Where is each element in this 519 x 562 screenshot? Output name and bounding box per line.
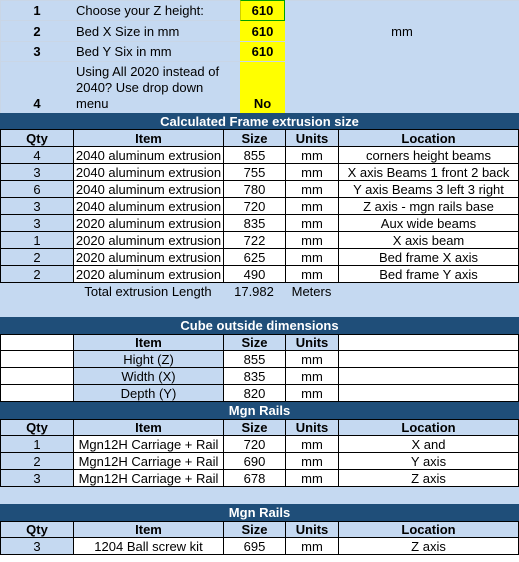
size-cell: 855 [223,147,285,164]
table-row [0,453,519,470]
size-cell: 625 [223,249,285,266]
item-header: Item [73,419,223,436]
units-cell: mm [285,470,338,487]
location-header: Location [338,419,519,436]
input-row-number: 2 [0,21,73,42]
z-height-input[interactable]: 610 [240,0,285,21]
total-spacer [338,283,519,300]
screw-table-title: Mgn Rails [0,504,519,521]
total-units: Meters [285,283,338,300]
empty-cell [338,385,519,402]
input-spacer [285,62,519,113]
input-row-3 [0,42,519,62]
size-cell: 678 [223,470,285,487]
table-row [0,198,519,215]
qty-cell: 1 [0,232,73,249]
table-row [0,232,519,249]
item-cell: 2040 aluminum extrusion [73,198,223,215]
units-cell: mm [285,266,338,283]
frame-table-title: Calculated Frame extrusion size [0,113,519,129]
gap-row [0,487,519,504]
item-cell: Mgn12H Carriage + Rail [73,436,223,453]
empty-cell [0,368,73,385]
item-cell: 2020 aluminum extrusion [73,266,223,283]
table-row [0,470,519,487]
size-cell: 695 [223,538,285,555]
bed-y-size-input[interactable]: 610 [240,42,285,62]
table-row [0,249,519,266]
empty-cell [0,351,73,368]
location-cell: X and [338,436,519,453]
frame-header-row [0,129,519,147]
cube-title-row [0,317,519,334]
total-spacer [0,283,73,300]
units-header: Units [285,521,338,538]
input-label-multiline [73,62,240,113]
qty-header: Qty [0,129,73,147]
location-cell: Bed frame X axis [338,249,519,266]
input-label-line: menu [76,95,109,111]
empty-cell [0,385,73,402]
location-header: Location [338,521,519,538]
size-cell: 835 [223,215,285,232]
units-cell: mm [285,436,338,453]
mgn-table-title: Mgn Rails [0,402,519,419]
size-cell: 722 [223,232,285,249]
cube-table-title: Cube outside dimensions [0,317,519,334]
item-header: Item [73,521,223,538]
location-cell: Bed frame Y axis [338,266,519,283]
units-cell: mm [285,453,338,470]
item-cell: Width (X) [73,368,223,385]
size-cell: 690 [223,453,285,470]
table-row [0,385,519,402]
units-header: Units [285,334,338,351]
table-row [0,266,519,283]
table-row [0,368,519,385]
qty-cell: 2 [0,266,73,283]
input-row-2 [0,21,519,42]
item-cell: 2020 aluminum extrusion [73,249,223,266]
table-row [0,147,519,164]
units-cell: mm [285,198,338,215]
size-cell: 820 [223,385,285,402]
cube-header-row [0,334,519,351]
qty-cell: 3 [0,215,73,232]
item-cell: Hight (Z) [73,351,223,368]
table-row [0,351,519,368]
item-header: Item [73,129,223,147]
qty-cell: 1 [0,436,73,453]
size-cell: 835 [223,368,285,385]
qty-cell: 4 [0,147,73,164]
empty-cell [338,351,519,368]
item-cell: Depth (Y) [73,385,223,402]
table-row [0,436,519,453]
input-spacer [285,42,519,62]
item-cell: Mgn12H Carriage + Rail [73,453,223,470]
units-cell: mm [285,215,338,232]
location-cell: Y axis [338,453,519,470]
qty-cell: 3 [0,198,73,215]
input-label: Bed Y Six in mm [73,42,240,62]
screw-header-row [0,521,519,538]
size-cell: 490 [223,266,285,283]
qty-header: Qty [0,419,73,436]
table-row [0,181,519,198]
item-cell: 2040 aluminum extrusion [73,181,223,198]
gap-row-fill [0,487,519,504]
qty-cell: 3 [0,470,73,487]
table-row [0,215,519,232]
units-cell: mm [285,164,338,181]
input-row-number: 1 [0,0,73,21]
input-label: Bed X Size in mm [73,21,240,42]
qty-header: Qty [0,521,73,538]
input-row-4 [0,62,519,113]
input-label-line: Using All 2020 instead of [76,63,220,79]
empty-cell [338,334,519,351]
empty-cell [0,334,73,351]
item-cell: 2040 aluminum extrusion [73,164,223,181]
item-cell: 2020 aluminum extrusion [73,232,223,249]
gap-row [0,300,519,317]
size-header: Size [223,334,285,351]
units-cell: mm [285,249,338,266]
qty-cell: 3 [0,164,73,181]
table-row [0,164,519,181]
qty-cell: 6 [0,181,73,198]
table-row [0,538,519,555]
input-label: Choose your Z height: [73,0,240,21]
units-cell: mm [285,181,338,198]
item-cell: 1204 Ball screw kit [73,538,223,555]
size-cell: 720 [223,436,285,453]
location-cell: Z axis [338,538,519,555]
empty-cell [338,368,519,385]
mgn-title-row [0,402,519,419]
total-label: Total extrusion Length [73,283,223,300]
units-header: Units [285,419,338,436]
frame-title-row [0,113,519,129]
location-cell: Z axis - mgn rails base [338,198,519,215]
input-row-number: 3 [0,42,73,62]
size-cell: 780 [223,181,285,198]
all-2020-dropdown[interactable]: No [240,62,285,113]
input-label-line: 2040? Use drop down [76,79,204,95]
location-cell: X axis beam [338,232,519,249]
qty-cell: 3 [0,538,73,555]
item-cell: 2020 aluminum extrusion [73,215,223,232]
input-spacer [285,0,519,21]
location-cell: Z axis [338,470,519,487]
input-row-1 [0,0,519,21]
qty-cell: 2 [0,249,73,266]
gap-row-fill [0,300,519,317]
screw-title-row [0,504,519,521]
size-header: Size [223,129,285,147]
item-header: Item [73,334,223,351]
mgn-header-row [0,419,519,436]
total-row [0,283,519,300]
size-cell: 720 [223,198,285,215]
units-cell: mm [285,385,338,402]
location-cell: corners height beams [338,147,519,164]
location-cell: Y axis Beams 3 left 3 right [338,181,519,198]
units-cell: mm [285,538,338,555]
units-cell: mm [285,232,338,249]
unit-note: mm [285,21,519,42]
size-cell: 755 [223,164,285,181]
item-cell: 2040 aluminum extrusion [73,147,223,164]
units-cell: mm [285,368,338,385]
location-header: Location [338,129,519,147]
location-cell: Aux wide beams [338,215,519,232]
item-cell: Mgn12H Carriage + Rail [73,470,223,487]
location-cell: X axis Beams 1 front 2 back [338,164,519,181]
bed-x-size-input[interactable]: 610 [240,21,285,42]
total-value: 17.982 [223,283,285,300]
size-header: Size [223,419,285,436]
size-cell: 855 [223,351,285,368]
units-header: Units [285,129,338,147]
size-header: Size [223,521,285,538]
input-row-number: 4 [0,62,73,113]
units-cell: mm [285,147,338,164]
units-cell: mm [285,351,338,368]
qty-cell: 2 [0,453,73,470]
